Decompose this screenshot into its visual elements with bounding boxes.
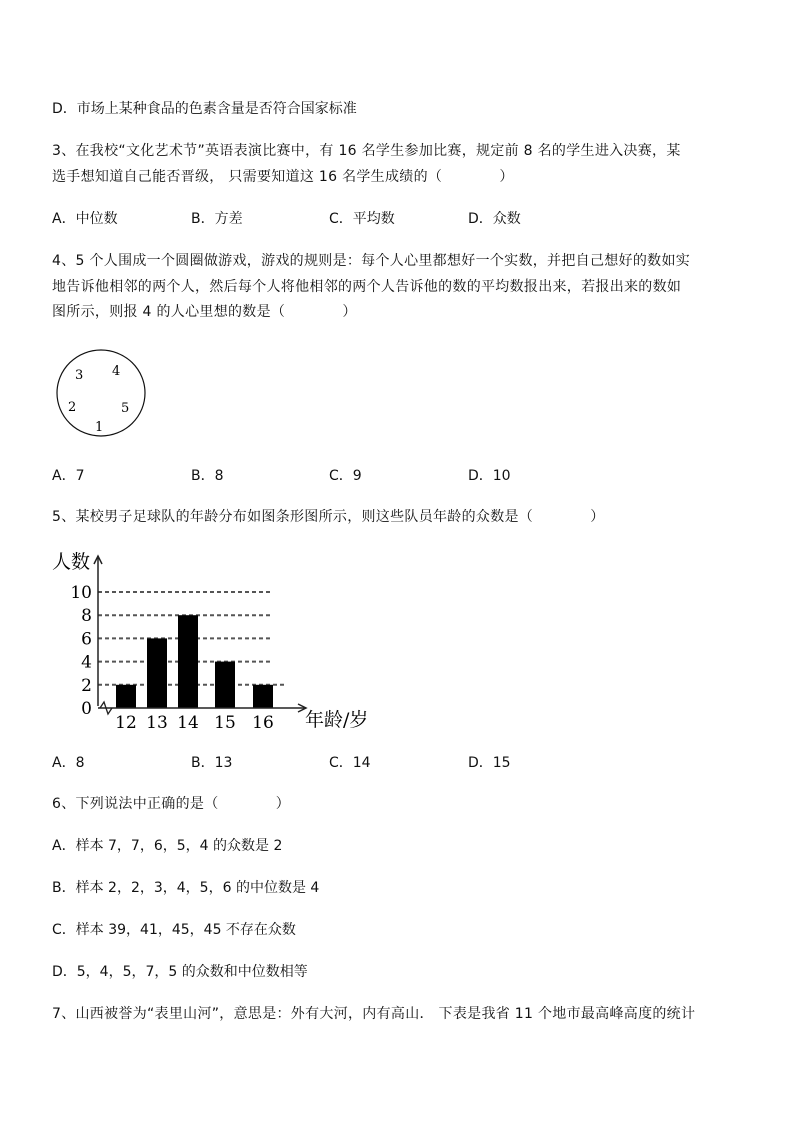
q4-option-c: C．9 (329, 468, 362, 484)
q3-option-b: B．方差 (191, 211, 243, 227)
q2-option-d: D．市场上某种食品的色素含量是否符合国家标准 (52, 101, 357, 117)
q4-line-1: 4、5 个人围成一个圆圈做游戏，游戏的规则是：每个人心里都想好一个实数，并把自己想好的数如实 (52, 253, 691, 269)
q6-option-a: A．样本 7，7，6，5，4 的众数是 2 (52, 838, 283, 854)
q6-option-b: B．样本 2，2，3，4，5，6 的中位数是 4 (52, 880, 320, 896)
q3-option-a: A．中位数 (52, 211, 118, 227)
q3-line-2: 选手想知道自己能否晋级， 只需要知道这 16 名学生成绩的（ ） (52, 169, 514, 185)
y-tick-label-4: 4 (81, 652, 92, 673)
q3-option-d: D．众数 (468, 211, 521, 227)
q4-line-2: 地告诉他相邻的两个人，然后每个人将他相邻的两个人告诉他的数的平均数报出来，若报出来的数如 (52, 279, 682, 295)
bar-13 (147, 638, 167, 708)
q3-line-1: 3、在我校“文化艺术节”英语表演比赛中，有 16 名学生参加比赛，规定前 8 名的学生进入决赛，某 (52, 143, 681, 159)
q4-line-3: 图所示，则报 4 的人心里想的数是（ ） (52, 304, 357, 320)
bar-16 (253, 685, 273, 708)
circle-number-5: 5 (121, 401, 130, 416)
q4-option-a: A．7 (52, 468, 85, 484)
q6-line-1: 6、下列说法中正确的是（ ） (52, 796, 291, 812)
x-tick-label-16: 16 (252, 713, 274, 733)
bar-14 (178, 615, 198, 708)
bar-12 (116, 685, 136, 708)
y-tick-label-2: 2 (81, 675, 92, 696)
q5-option-c: C．14 (329, 755, 371, 771)
y-tick-label-6: 6 (81, 629, 92, 650)
y-tick-label-8: 8 (81, 606, 92, 627)
chart-y-axis-label: 人数 (52, 551, 91, 573)
x-tick-label-13: 13 (146, 713, 168, 733)
circle-number-2: 2 (68, 400, 77, 415)
circle-number-3: 3 (75, 368, 84, 383)
age-bar-chart (50, 544, 390, 740)
q6-option-c: C．样本 39，41，45，45 不存在众数 (52, 922, 296, 938)
q3-option-c: C．平均数 (329, 211, 395, 227)
q5-option-a: A．8 (52, 755, 85, 771)
chart-x-axis-label: 年龄/岁 (305, 709, 369, 731)
q4-circle-figure (54, 348, 150, 440)
q4-option-b: B．8 (191, 468, 224, 484)
q7-line-1: 7、山西被誉为“表里山河”，意思是：外有大河，内有高山． 下表是我省 11 个地市最高峰高度的统计 (52, 1006, 696, 1022)
q5-option-b: B．13 (191, 755, 233, 771)
q4-option-d: D．10 (468, 468, 511, 484)
bar-15 (215, 662, 235, 708)
x-tick-label-12: 12 (115, 713, 137, 733)
circle-number-4: 4 (112, 364, 121, 379)
y-tick-label-10: 10 (70, 583, 92, 603)
circle-number-1: 1 (95, 420, 104, 435)
x-tick-label-15: 15 (214, 713, 236, 733)
q6-option-d: D．5，4，5，7，5 的众数和中位数相等 (52, 964, 308, 980)
x-tick-label-14: 14 (177, 713, 199, 733)
q5-line-1: 5、某校男子足球队的年龄分布如图条形图所示，则这些队员年龄的众数是（ ） (52, 509, 605, 525)
y-tick-label-0: 0 (81, 699, 92, 719)
q5-option-d: D．15 (468, 755, 511, 771)
